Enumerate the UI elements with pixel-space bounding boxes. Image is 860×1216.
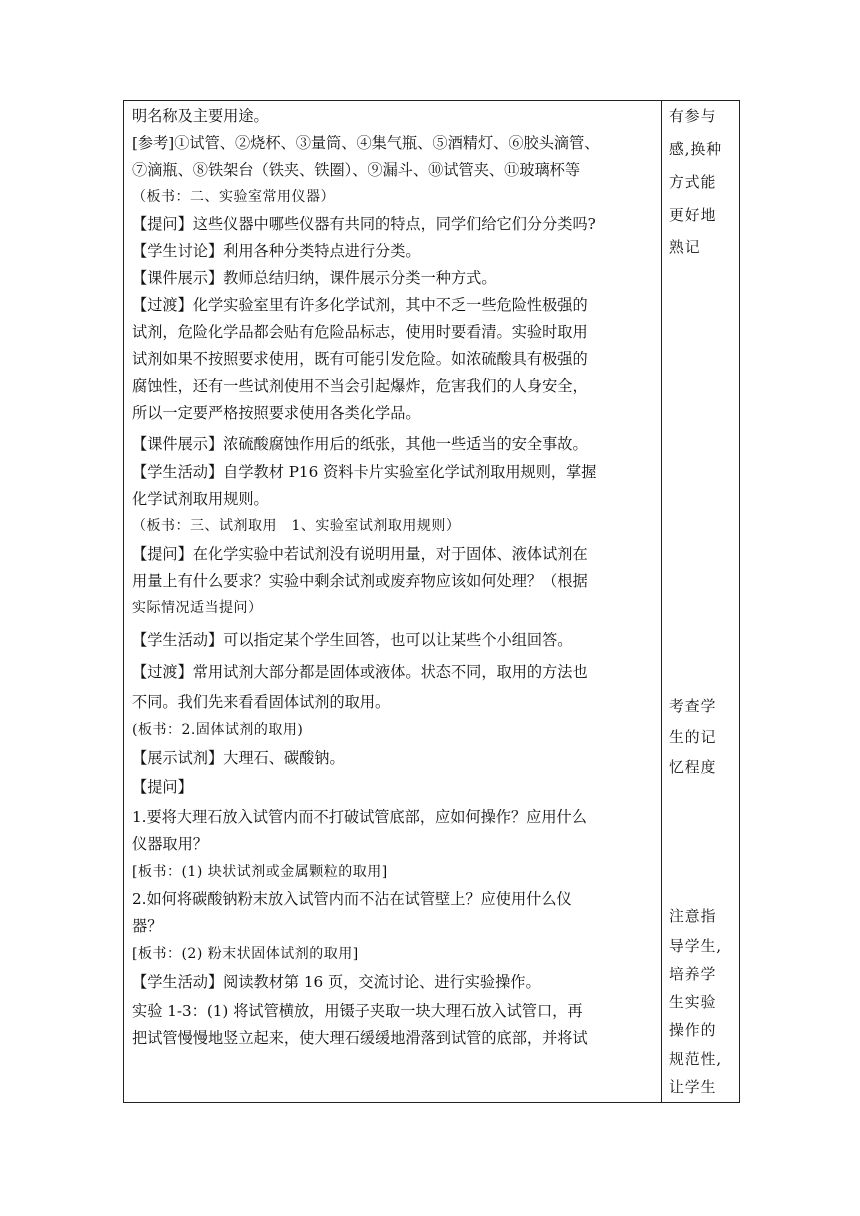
note-line: 培养学 [669, 966, 717, 983]
column-divider [661, 101, 662, 1102]
text-line: 所以一定要严格按照要求使用各类化学品。 [132, 404, 421, 422]
text-line: 【提问】 [132, 778, 193, 796]
note-line: 导学生, [669, 938, 723, 955]
text-line: 【提问】在化学实验中若试剂没有说明用量，对于固体、液体试剂在 [132, 545, 588, 563]
note-line: 熟记 [669, 239, 701, 256]
text-line: 【课件展示】教师总结归纳，课件展示分类一种方式。 [132, 269, 497, 287]
text-line: 【学生讨论】利用各种分类特点进行分类。 [132, 242, 421, 260]
text-line: 试剂，危险化学品都会贴有危险品标志，使用时要看清。实验时取用 [132, 323, 588, 341]
board-note: （板书：二、实验室常用仪器） [132, 189, 335, 205]
note-line: 方式能 [669, 174, 717, 191]
text-line: 1.要将大理石放入试管内而不打破试管底部，应如何操作？应用什么 [132, 808, 587, 826]
text-line: 把试管慢慢地竖立起来，使大理石缓缓地滑落到试管的底部，并将试 [132, 1029, 588, 1047]
text-line: 试剂如果不按照要求使用，既有可能引发危险。如浓硫酸具有极强的 [132, 350, 588, 368]
note-line: 注意指 [669, 908, 717, 925]
text-line: 实际情况适当提问） [132, 600, 263, 616]
note-line: 有参与 [669, 108, 717, 125]
text-line: 【过渡】化学实验室里有许多化学试剂，其中不乏一些危险性极强的 [132, 296, 588, 314]
text-line: 2.如何将碳酸钠粉末放入试管内而不沾在试管壁上？应使用什么仪 [132, 890, 572, 908]
text-line: 器？ [132, 917, 163, 935]
note-line: 考查学 [669, 698, 717, 715]
note-line: 忆程度 [669, 759, 717, 776]
text-line: 【过渡】常用试剂大部分都是固体或液体。状态不同，取用的方法也 [132, 663, 588, 681]
text-line: 用量上有什么要求？实验中剩余试剂或废弃物应该如何处理？（根据 [132, 572, 588, 590]
note-line: 规范性, [669, 1051, 723, 1068]
note-line: 更好地 [669, 207, 717, 224]
text-line: 【学生活动】可以指定某个学生回答，也可以让某些个小组回答。 [132, 631, 573, 649]
board-note: （板书：三、试剂取用 1、实验室试剂取用规则） [132, 518, 461, 534]
text-line: 【展示试剂】大理石、碳酸钠。 [132, 749, 345, 767]
note-line: 让学生 [669, 1079, 717, 1096]
text-line: 明名称及主要用途。 [132, 107, 269, 125]
text-line: 【课件展示】浓硫酸腐蚀作用后的纸张，其他一些适当的安全事故。 [132, 435, 588, 453]
text-line: 不同。我们先来看看固体试剂的取用。 [132, 693, 391, 711]
text-line: ⑦滴瓶、⑧铁架台（铁夹、铁圈）、⑨漏斗、⑩试管夹、⑪玻璃杯等 [132, 161, 581, 179]
board-note: [板书：(1) 块状试剂或金属颗粒的取用] [132, 864, 388, 880]
text-line: 化学试剂取用规则。 [132, 490, 269, 508]
note-line: 生实验 [669, 994, 717, 1011]
text-line: 腐蚀性，还有一些试剂使用不当会引起爆炸，危害我们的人身安全， [132, 377, 588, 395]
text-line: 仪器取用？ [132, 835, 208, 853]
text-line: 【学生活动】自学教材 P16 资料卡片实验室化学试剂取用规则，掌握 [132, 463, 597, 481]
note-line: 生的记 [669, 729, 717, 746]
board-note: (板书：2.固体试剂的取用) [132, 722, 304, 738]
text-line: 【学生活动】阅读教材第 16 页，交流讨论、进行实验操作。 [132, 973, 541, 991]
text-line: [参考]①试管、②烧杯、③量筒、④集气瓶、⑤酒精灯、⑥胶头滴管、 [132, 134, 600, 152]
board-note: [板书：(2) 粉末状固体试剂的取用] [132, 946, 359, 962]
text-line: 实验 1-3：(1) 将试管横放，用镊子夹取一块大理石放入试管口，再 [132, 1002, 583, 1020]
note-line: 感,换种 [669, 141, 723, 158]
lesson-plan-table [123, 100, 740, 1103]
text-line: 【提问】这些仪器中哪些仪器有共同的特点，同学们给它们分分类吗? [132, 215, 596, 233]
note-line: 操作的 [669, 1022, 717, 1039]
